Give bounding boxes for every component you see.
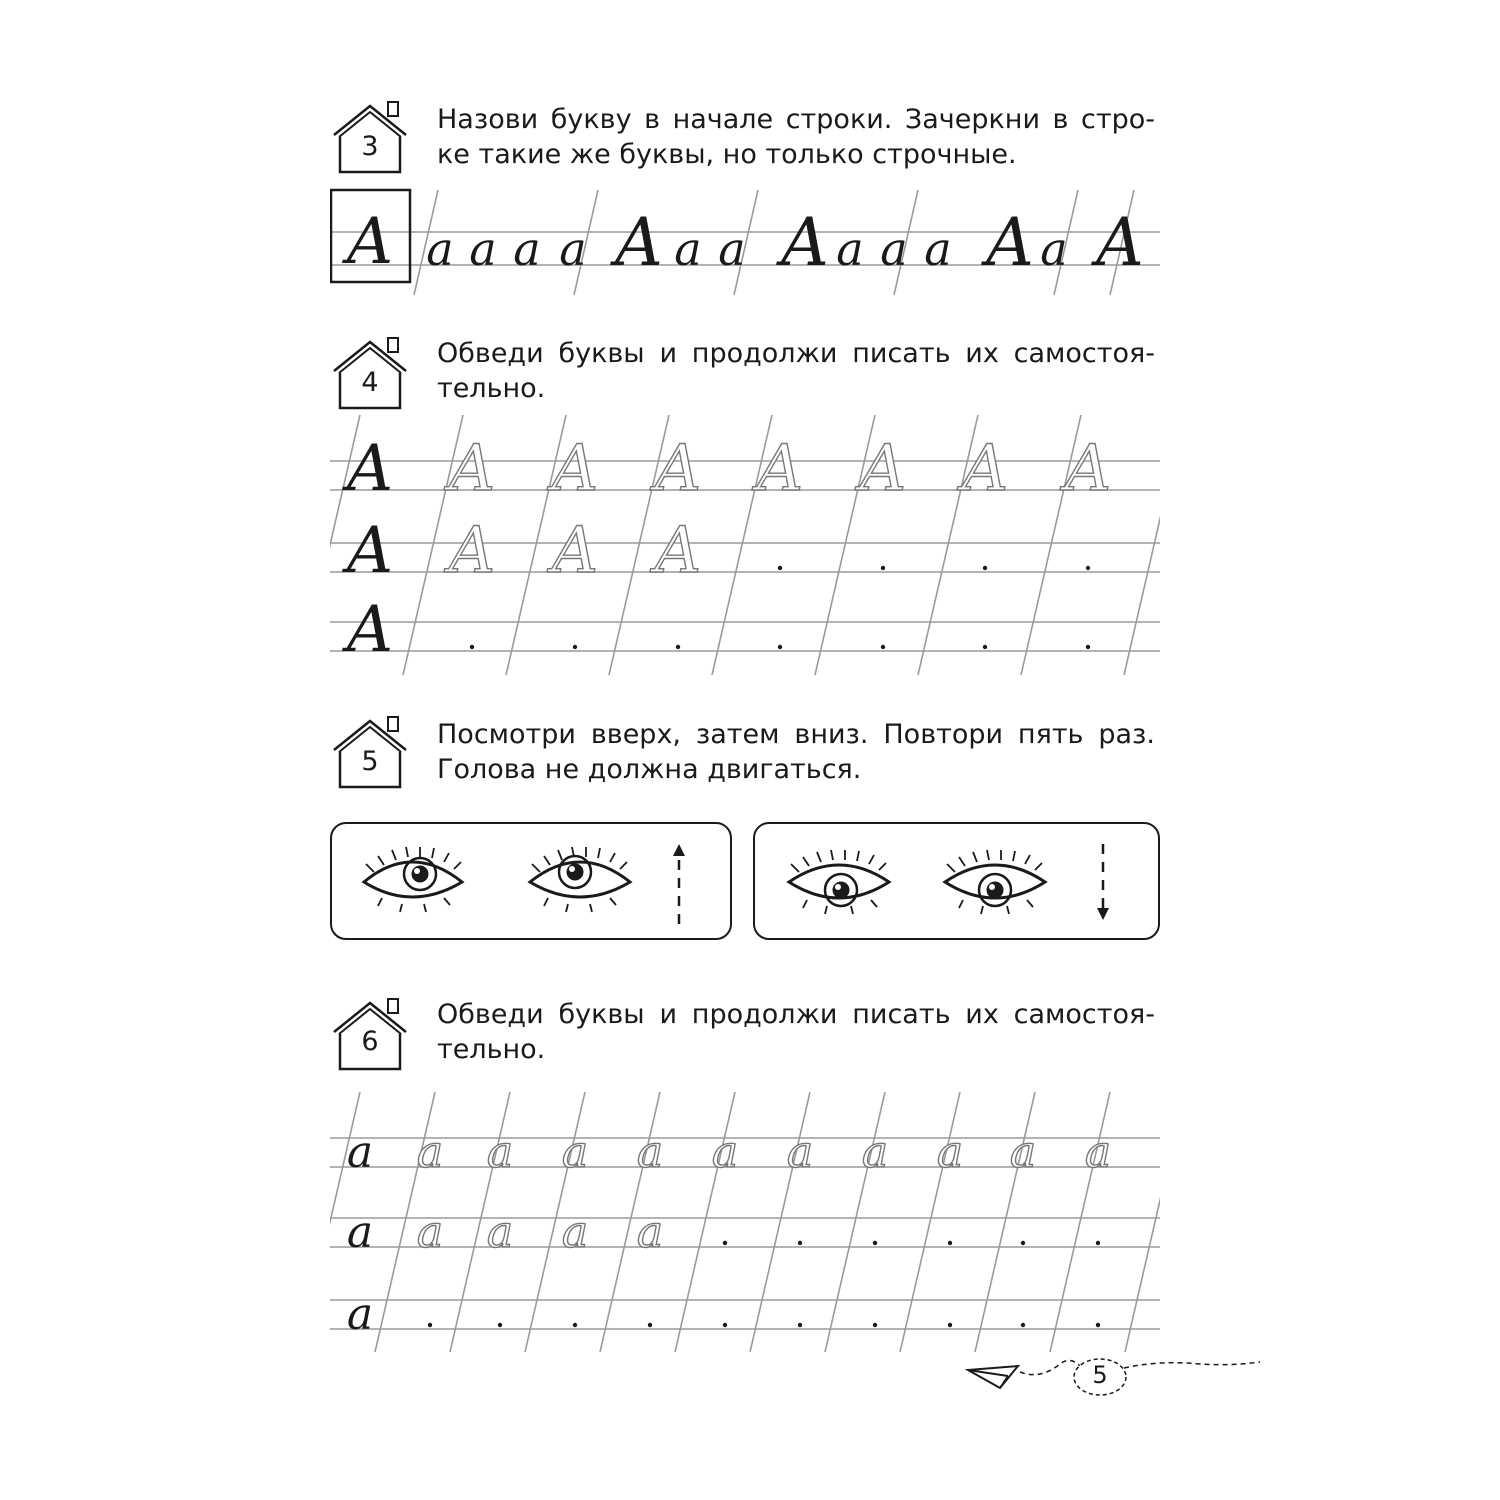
house-number-badge <box>330 715 410 790</box>
paper-plane-icon <box>968 1366 1018 1388</box>
trace-letter[interactable]: A <box>961 432 1009 506</box>
start-dot[interactable] <box>573 645 577 649</box>
trace-letter[interactable]: a <box>486 1127 514 1178</box>
lowercase-letter: a <box>469 222 497 276</box>
start-dot[interactable] <box>948 1241 952 1245</box>
trace-letter[interactable]: a <box>1009 1127 1037 1178</box>
trace-letter[interactable]: a <box>936 1127 964 1178</box>
trace-letter[interactable]: a <box>636 1207 664 1258</box>
trace-letter[interactable]: a <box>416 1207 444 1258</box>
start-dot[interactable] <box>648 1323 652 1327</box>
capital-letter: A <box>1096 204 1144 281</box>
trace-letter[interactable]: a <box>561 1207 589 1258</box>
boxed-capital-letter: A <box>346 205 394 279</box>
model-letter: A <box>346 593 394 667</box>
start-dot[interactable] <box>881 645 885 649</box>
eye-icon <box>364 847 462 912</box>
trace-letter[interactable]: a <box>636 1127 664 1178</box>
task-5 <box>330 715 1160 795</box>
task-number: 3 <box>361 131 379 162</box>
eye-icon <box>789 850 889 914</box>
lowercase-letter: a <box>924 222 952 276</box>
trace-letter[interactable]: A <box>1064 432 1112 506</box>
task-number: 6 <box>361 1026 379 1057</box>
start-dot[interactable] <box>778 645 782 649</box>
model-letter: a <box>346 1207 374 1258</box>
model-letter: A <box>346 432 394 506</box>
lowercase-letter: a <box>426 222 454 276</box>
task-instruction: Посмотри вверх, затем вниз. Повтори пять раз. Голова не должна двигаться. <box>437 719 1155 785</box>
trace-letter[interactable]: A <box>654 432 702 506</box>
lowercase-letter: a <box>513 222 541 276</box>
task-number: 4 <box>361 367 379 398</box>
house-number-badge <box>330 997 410 1072</box>
eye-icon <box>945 850 1045 914</box>
trace-letter[interactable]: A <box>551 514 599 588</box>
start-dot[interactable] <box>1096 1241 1100 1245</box>
trace-letter[interactable]: A <box>448 514 496 588</box>
trace-letter[interactable]: a <box>861 1127 889 1178</box>
start-dot[interactable] <box>778 566 782 570</box>
start-dot[interactable] <box>948 1323 952 1327</box>
start-dot[interactable] <box>1086 645 1090 649</box>
trace-letter[interactable]: a <box>786 1127 814 1178</box>
trace-letter[interactable]: a <box>416 1127 444 1178</box>
lowercase-letter: a <box>674 222 702 276</box>
lowercase-letter: a <box>880 222 908 276</box>
task-4-copybook <box>330 415 1160 675</box>
trace-letter[interactable]: a <box>1084 1127 1112 1178</box>
model-letter: a <box>346 1289 374 1340</box>
house-number-badge <box>330 336 410 411</box>
start-dot[interactable] <box>470 645 474 649</box>
start-dot[interactable] <box>1021 1323 1025 1327</box>
eyes-look-down-panel <box>753 822 1160 940</box>
lowercase-letter: a <box>718 222 746 276</box>
arrow-up-icon <box>673 844 685 924</box>
start-dot[interactable] <box>1021 1241 1025 1245</box>
capital-letter: A <box>986 204 1034 281</box>
start-dot[interactable] <box>1086 566 1090 570</box>
house-number-badge <box>330 100 410 175</box>
start-dot[interactable] <box>723 1241 727 1245</box>
trace-letter[interactable]: a <box>711 1127 739 1178</box>
task-6 <box>330 997 1160 1077</box>
task-instruction: Обведи буквы и продолжи писать их самостоя- тельно. <box>437 338 1155 404</box>
task-4 <box>330 336 1160 416</box>
start-dot[interactable] <box>798 1323 802 1327</box>
start-dot[interactable] <box>798 1241 802 1245</box>
lowercase-letter: a <box>559 222 587 276</box>
trace-letter[interactable]: A <box>448 432 496 506</box>
start-dot[interactable] <box>676 645 680 649</box>
eyes-up-illustration <box>332 824 730 938</box>
start-dot[interactable] <box>881 566 885 570</box>
start-dot[interactable] <box>428 1323 432 1327</box>
task-3-writing-row <box>330 185 1160 300</box>
eyes-look-up-panel <box>330 822 732 940</box>
start-dot[interactable] <box>573 1323 577 1327</box>
model-letter: A <box>346 514 394 588</box>
lowercase-letter: a <box>836 222 864 276</box>
trace-letter[interactable]: a <box>561 1127 589 1178</box>
eyes-down-illustration <box>755 824 1158 938</box>
start-dot[interactable] <box>983 645 987 649</box>
start-dot[interactable] <box>983 566 987 570</box>
start-dot[interactable] <box>723 1323 727 1327</box>
task-instruction: Обведи буквы и продолжи писать их самостоя- тельно. <box>437 999 1155 1065</box>
task-number: 5 <box>361 746 379 777</box>
lowercase-letter: a <box>1040 222 1068 276</box>
start-dot[interactable] <box>873 1241 877 1245</box>
arrow-down-icon <box>1097 844 1109 920</box>
page-number: 5 <box>1092 1361 1108 1389</box>
task-instruction: Назови букву в начале строки. Зачеркни в стро- ке такие же буквы, но только строчные. <box>437 104 1155 170</box>
trace-letter[interactable]: A <box>654 514 702 588</box>
start-dot[interactable] <box>873 1323 877 1327</box>
trace-letter[interactable]: A <box>551 432 599 506</box>
capital-letter: A <box>781 204 829 281</box>
eye-icon <box>530 847 630 912</box>
task-6-copybook <box>330 1092 1160 1352</box>
model-letter: a <box>346 1127 374 1178</box>
capital-letter: A <box>615 204 663 281</box>
eye-exercise <box>330 822 1160 942</box>
trace-letter[interactable]: A <box>859 432 907 506</box>
trace-letter[interactable]: a <box>486 1207 514 1258</box>
start-dot[interactable] <box>498 1323 502 1327</box>
trace-letter[interactable]: A <box>756 432 804 506</box>
start-dot[interactable] <box>1096 1323 1100 1327</box>
